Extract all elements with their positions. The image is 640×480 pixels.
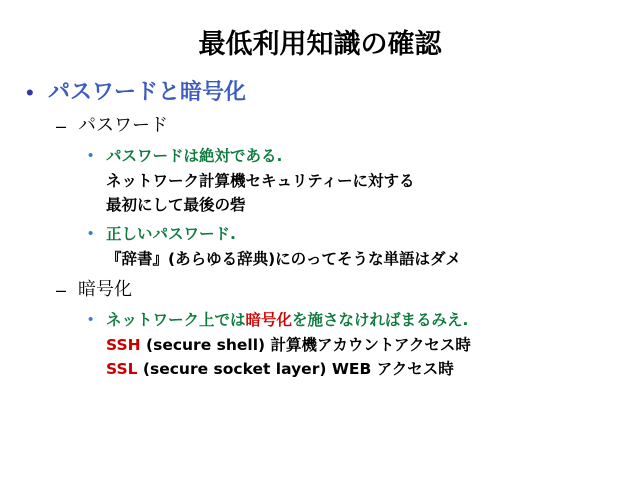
level3-label-password-absolute: パスワードは絶対である. — [106, 147, 283, 165]
continuation-first-last-fort: 最初にして最後の砦 — [106, 196, 246, 214]
dash-icon: – — [56, 280, 67, 300]
dot-icon: • — [88, 225, 94, 242]
level3-label-network-encryption — [106, 308, 468, 332]
continuation-ssl — [106, 357, 626, 381]
network-text-part1: ネットワーク上では — [106, 311, 246, 329]
continuation-dictionary — [106, 247, 626, 271]
list-item-level2-password — [56, 113, 626, 139]
dot-icon: • — [88, 311, 94, 328]
list-item-level2-encryption — [56, 277, 626, 303]
dash-icon: – — [56, 116, 67, 136]
level3-label-correct-password: 正しいパスワード. — [106, 225, 236, 243]
ssl-label: SSL — [106, 360, 138, 378]
ssh-description: (secure shell) 計算機アカウントアクセス時 — [140, 336, 471, 354]
continuation-network-security: ネットワーク計算機セキュリティーに対する — [106, 172, 415, 190]
bullet-icon: • — [26, 80, 34, 105]
list-item-level3-correct-password — [88, 222, 626, 246]
list-item-level1-password-encryption — [26, 79, 626, 107]
level1-label: パスワードと暗号化 — [48, 80, 247, 105]
level2-label-password: パスワード — [78, 115, 168, 136]
dot-icon: • — [88, 147, 94, 164]
ssl-description: (secure socket layer) WEB アクセス時 — [137, 360, 454, 378]
continuation-dictionary-text: 『辞書』(あらゆる辞典)にのってそうな単語はダメ — [106, 250, 462, 268]
list-item-level3-password-absolute — [88, 144, 626, 168]
network-text-part2: を施さなければまるみえ. — [292, 311, 469, 329]
list-item-level3-network-encryption — [88, 308, 626, 332]
slide-body — [0, 79, 640, 381]
page-title: 最低利用知識の確認 — [198, 29, 442, 60]
network-text-highlight: 暗号化 — [245, 311, 293, 329]
continuation-ssh — [106, 333, 626, 357]
ssh-label: SSH — [106, 336, 141, 354]
level2-label-encryption: 暗号化 — [78, 279, 132, 300]
